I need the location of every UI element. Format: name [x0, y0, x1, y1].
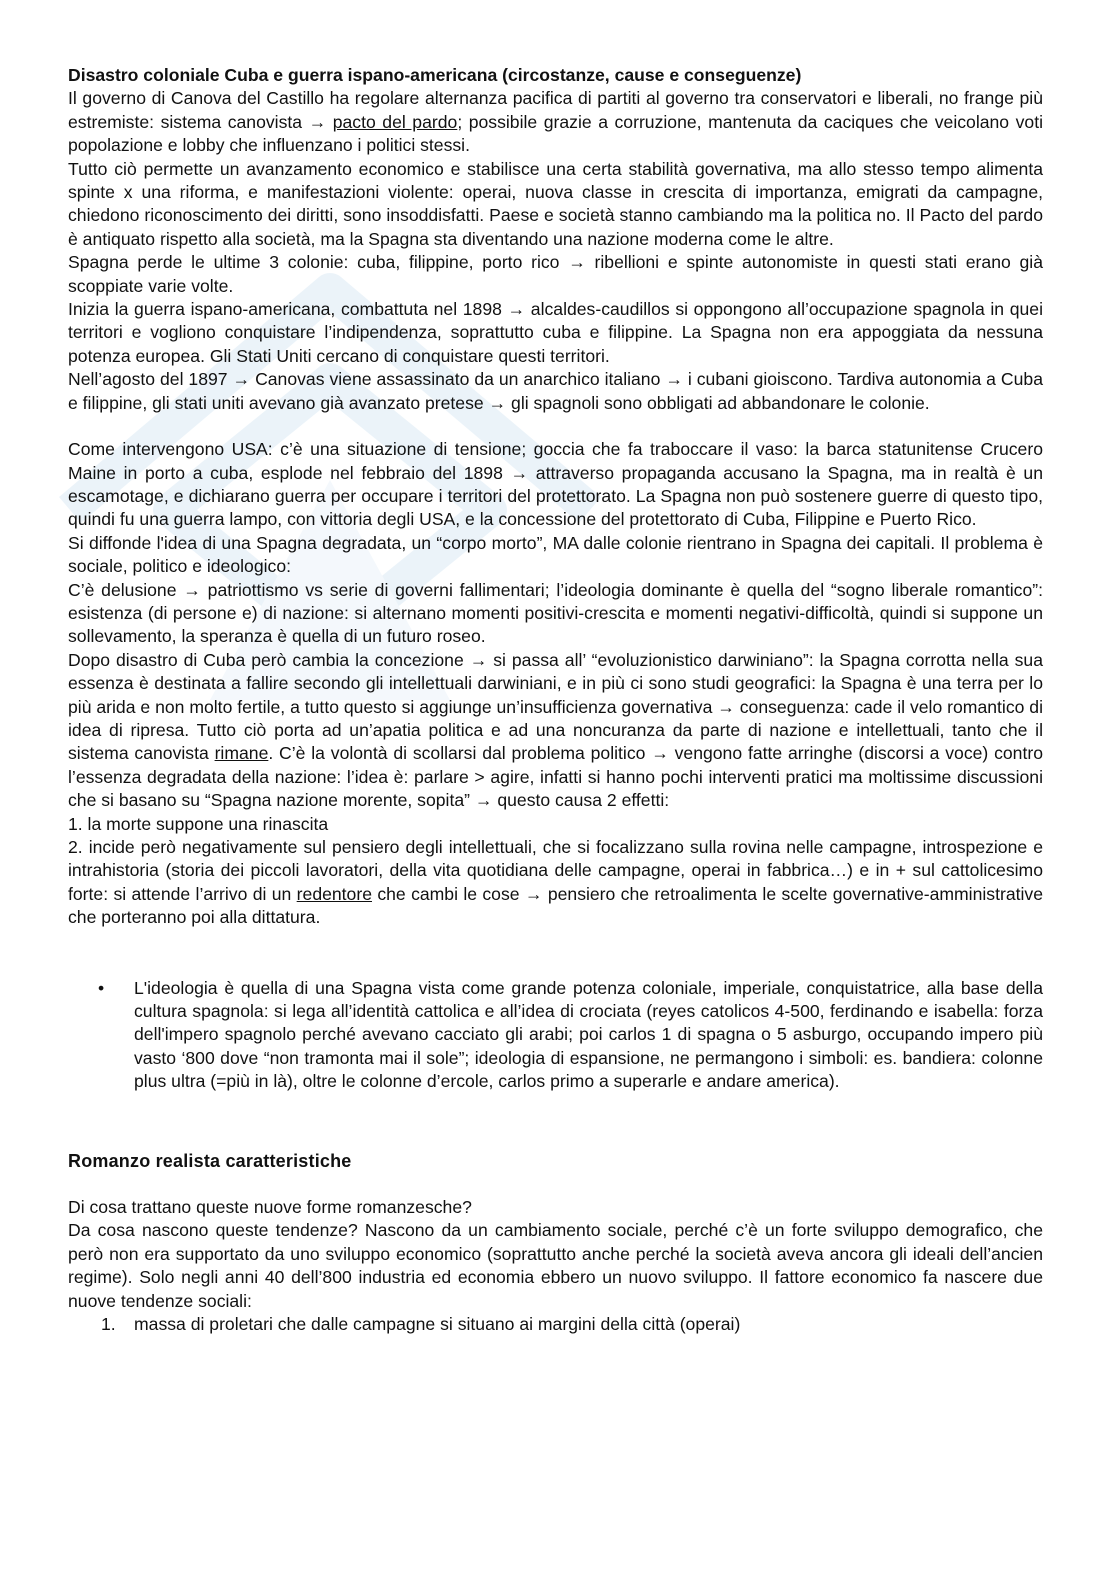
- underlined-term: pacto del pardo: [332, 111, 458, 132]
- list-number: 1.: [101, 1314, 116, 1335]
- underlined-term: rimane: [214, 743, 269, 764]
- paragraph: Da cosa nascono queste tendenze? Nascono da un cambiamento sociale, perché c’è un forte sviluppo demografico, che però non era supportato da uno sviluppo economico (soprattutto anche perché la società aveva ancora gli ideali dell’ancien regime). Solo negli anni 40 dell’800 industria ed economia ebbero un nuovo sviluppo. Il fattore economico fa nascere due nuove tendenze sociali:: [68, 1220, 1043, 1311]
- section-title-romanzo-realista: Romanzo realista caratteristiche: [68, 1150, 352, 1171]
- paragraph: Di cosa trattano queste nuove forme romanzesche?: [68, 1197, 472, 1218]
- text-run: . C’è la volontà di scollarsi dal problema politico → vengono fatte arringhe (discorsi a voce) contro l’essenza degradata della nazione: l’idea è: parlare > agire, infatti si hanno pochi interventi pratici ma moltissime discussioni che si basano su “Spagna nazione morente, sopita” → questo causa 2 effetti:: [68, 743, 1043, 811]
- underlined-term: redentore: [296, 883, 372, 904]
- section-title-disastro-coloniale: Disastro coloniale Cuba e guerra ispano-americana (circostanze, cause e conseguenze): [68, 65, 802, 85]
- bullet-marker: •: [98, 977, 105, 998]
- bullet-list-item: [68, 977, 1043, 1094]
- list-item: 1. la morte suppone una rinascita: [68, 813, 329, 834]
- paragraph: Inizia la guerra ispano-americana, combattuta nel 1898 → alcaldes-caudillos si oppongono all’occupazione spagnola in quei territori e vogliono conquistare l’indipendenza, soprattutto cuba e filippine. La Spagna non era appoggiata da nessuna potenza europea. Gli Stati Uniti cercano di conquistare questi territori.: [68, 299, 1043, 366]
- paragraph: Come intervengono USA: c’è una situazione di tensione; goccia che fa traboccare il vaso: la barca statunitense Crucero Maine in porto a cuba, esplode nel febbraio del 1898 → attraverso propaganda accusano la Spagna, ma in realtà è un escamotage, e dichiarano guerra per occupare i territori del protettorato. La Spagna non può sostenere guerre di questo tipo, quindi fu una guerra lampo, con vittoria degli USA, e la concessione del protettorato di Cuba, Filippine e Puerto Rico.: [68, 439, 1043, 530]
- spacer: [68, 930, 1043, 977]
- list-item: [68, 836, 1043, 930]
- paragraph: Spagna perde le ultime 3 colonie: cuba, filippine, porto rico → ribellioni e spinte autonomiste in questi stati erano già scoppiate varie volte.: [68, 252, 1043, 296]
- paragraph: Si diffonde l'idea di una Spagna degradata, un “corpo morto”, MA dalle colonie rientrano in Spagna dei capitali. Il problema è sociale, politico e ideologico:: [68, 532, 1043, 577]
- paragraph: [68, 649, 1043, 813]
- paragraph: Tutto ciò permette un avanzamento economico e stabilisce una certa stabilità governativa, ma allo stesso tempo alimenta spinte x una riforma, e manifestazioni violente: operai, nuova classe in crescita di importanza, emigrati da campagne, chiedono riconoscimento dei diritti, sono insoddisfatti. Paese e società stanno cambiando ma la politica no. Il Pacto del pardo è antiquato rispetto alla società, ma la Spagna sta diventando una nazione moderna come le altre.: [68, 158, 1043, 249]
- spacer: [68, 415, 1043, 438]
- text-run: ; possibile grazie a corruzione, mantenuta da caciques che veicolano voti popolazione e lobby che influenzano i politici stessi.: [68, 111, 1043, 156]
- spacer: [68, 1094, 1043, 1150]
- text-run: Dopo disastro di Cuba però cambia la concezione → si passa all’ “evoluzionistico darwiniano”: la Spagna corrotta nella sua essenza è destinata a fallire secondo gli intellettuali darwiniani, e in più ci sono studi geografici: la Spagna è una terra per lo più arida e non molto fertile, a tutto questo si aggiunge un’insufficienza governativa → conseguenza: cade il velo romantico di idea di ripresa. Tutto ciò porta ad un’apatia politica e ad una noncuranza da parte di nazione e intellettuali, tanto che il sistema canovista: [68, 649, 1043, 764]
- text-run: che cambi le cose → pensiero che retroalimenta le scelte governative-amministrative che porteranno poi alla dittatura.: [68, 883, 1043, 928]
- paragraph: Nell’agosto del 1897 → Canovas viene assassinato da un anarchico italiano → i cubani gioiscono. Tardiva autonomia a Cuba e filippine, gli stati uniti avevano già avanzato pretese → gli spagnoli sono obbligati ad abbandonare le colonie.: [68, 369, 1043, 413]
- paragraph: C’è delusione → patriottismo vs serie di governi fallimentari; l’ideologia dominante è quella del “sogno liberale romantico”: esistenza (di persone e) di nazione: si alternano momenti positivi-crescita e momenti negativi-difficoltà, quindi si suppone un sollevamento, la speranza è quella di un futuro roseo.: [68, 579, 1043, 647]
- spacer: [68, 1173, 1043, 1196]
- document-page: [68, 64, 1043, 1337]
- text-run: Il governo di Canova del Castillo ha regolare alternanza pacifica di partiti al governo tra conservatori e liberali, no frange più estremiste: sistema canovista →: [68, 88, 1043, 132]
- text-run: 2. incide però negativamente sul pensiero degli intellettuali, che si focalizzano sulla rovina nelle campagne, introspezione e intrahistoria (storia dei piccoli lavoratori, della vita quotidiana delle campagne, operai in fabbrica…) e in + sul cattolicesimo forte: si attende l’arrivo di un: [68, 837, 1043, 904]
- bullet-text: L'ideologia è quella di una Spagna vista come grande potenza coloniale, imperiale, conquistatrice, alla base della cultura spagnola: si lega all’identità cattolica e all’idea di crociata (reyes catolicos 4-500, ferdinando e isabella: forza dell'impero spagnolo perché avevano cacciato gli arabi; poi carlos 1 di spagna o 5 asburgo, occupando impero più vasto ‘800 dove “non tramonta mai il sole”; ideologia di espansione, ne permangono i simboli: es. bandiera: colonne plus ultra (=più in là), oltre le colonne d’ercole, carlos primo a superarle e andare america).: [134, 977, 1043, 1092]
- paragraph: [68, 87, 1043, 157]
- numbered-list-item: [68, 1313, 1043, 1336]
- list-text: massa di proletari che dalle campagne si situano ai margini della città (operai): [134, 1314, 741, 1335]
